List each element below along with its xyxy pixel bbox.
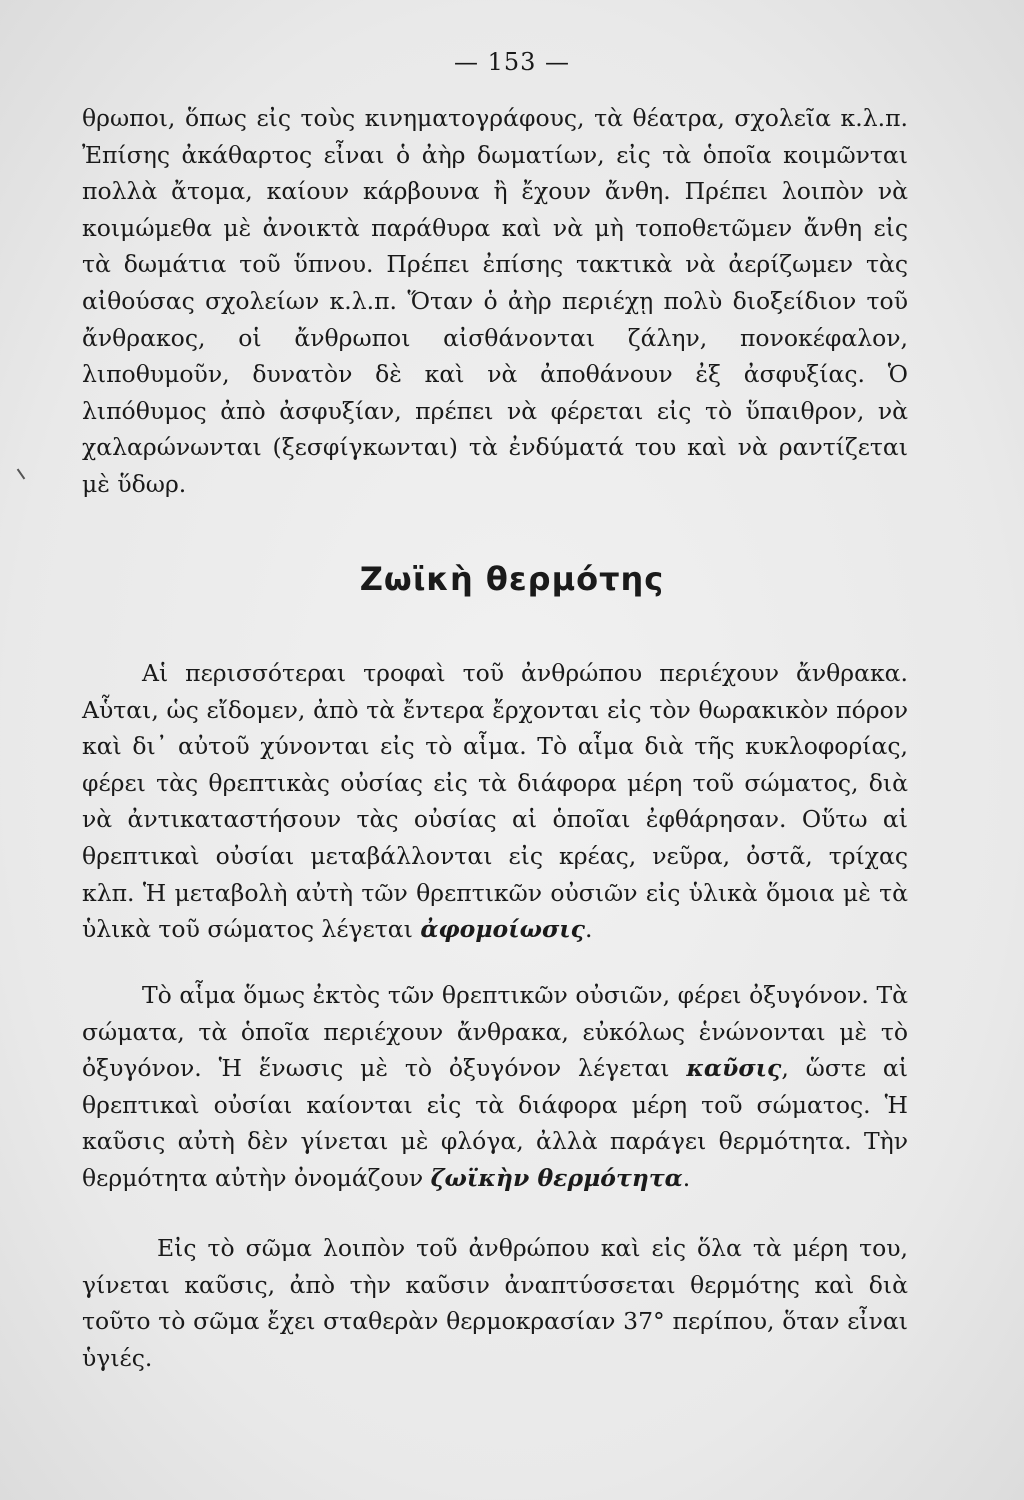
section-heading: Ζωϊκὴ θερμότης xyxy=(359,560,665,598)
term-assimilation: ἀφομοίωσις xyxy=(420,915,585,944)
paragraph-1: θρωποι, ὅπως εἰς τοὺς κινηματογράφους, τὰ θέατρα, σχολεῖα κ.λ.π. Ἐπίσης ἀκάθαρτος εἶναι ὁ ἀὴρ δωματίων, εἰς τὰ ὁποῖα κοιμῶνται πολλὰ ἄτομα, καίουν κάρβουνα ἢ ἔχουν ἄνθη. Πρέπει λοιπὸν νὰ κοιμώμεθα μὲ ἀνοικτὰ παράθυρα καὶ νὰ μὴ τοποθετῶμεν ἄνθη εἰς τὰ δωμάτια τοῦ ὕπνου. Πρέπει ἐπίσης τακτικὰ νὰ ἀερίζωμεν τὰς αἰθούσας σχολείων κ.λ.π. Ὅταν ὁ ἀὴρ περιέχῃ πολὺ διοξείδιον τοῦ ἄνθρακος, οἱ ἄνθρωποι αἰσθάνονται ζάλην, πονοκέφαλον, λιποθυμοῦν, δυνατὸν δὲ καὶ νὰ ἀποθάνουν ἐξ ἀσφυξίας. Ὁ λιπόθυμος ἀπὸ ἀσφυξίαν, πρέπει νὰ φέρεται εἰς τὸ ὕπαιθρον, νὰ χαλαρώνωνται (ξεσφίγκωνται) τὰ ἐνδύματά του καὶ νὰ ραντίζεται μὲ ὕδωρ. xyxy=(82,104,908,498)
term-animal-heat: ζωϊκὴν θερμότητα xyxy=(430,1163,683,1192)
paragraph-2-text: Αἱ περισσότεραι τροφαὶ τοῦ ἀνθρώπου περιέχουν ἄνθρακα. Αὗται, ὡς εἴδομεν, ἀπὸ τὰ ἔντερα ἔρχονται εἰς τὸν θωρακικὸν πόρον καὶ δι᾽ αὐτοῦ χύνονται εἰς τὸ αἷμα. Τὸ αἷμα διὰ τῆς κυκλοφορίας, φέρει τὰς θρεπτικὰς οὐσίας εἰς τὰ διάφορα μέρη τοῦ σώματος, διὰ νὰ ἀντικαταστήσουν τὰς οὐσίας αἱ ὁποῖαι ἐφθάρησαν. Οὕτω αἱ θρεπτικαὶ οὐσίαι μεταβάλλονται εἰς κρέας, νεῦρα, ὀστᾶ, τρίχας κλπ. Ἡ μεταβολὴ αὐτὴ τῶν θρεπτικῶν οὐσιῶν εἰς ὑλικὰ ὅμοια μὲ τὰ ὑλικὰ τοῦ σώματος λέγεται xyxy=(82,659,908,944)
page-number: — 153 — xyxy=(453,48,571,76)
paragraph-3 xyxy=(82,977,908,1197)
paragraph-3-text-a: Τὸ αἷμα ὅμως ἐκτὸς τῶν θρεπτικῶν οὐσιῶν, φέρει ὀξυγόνον. Τὰ σώματα, τὰ ὁποῖα περιέχουν ἄνθρακα, εὐκόλως ἑνώνονται μὲ τὸ ὀξυγόνον. Ἡ ἕνωσις μὲ τὸ ὀξυγόνον λέγεται xyxy=(82,981,908,1083)
margin-mark xyxy=(17,469,26,480)
paragraph-2-end: . xyxy=(584,915,593,944)
term-combustion: καῦσις xyxy=(686,1054,782,1083)
paragraph-3-text-b: , ὥστε αἱ θρεπτικαὶ οὐσίαι καίονται εἰς τὰ διάφορα μέρη τοῦ σώματος. Ἡ καῦσις αὐτὴ δὲν γίνεται μὲ φλόγα, ἀλλὰ παράγει θερμότητα. Τὴν θερμότητα αὐτὴν ὀνομάζουν xyxy=(82,1054,908,1192)
paragraph-3-end: . xyxy=(682,1163,691,1192)
paragraph-2 xyxy=(82,655,908,948)
paragraph-4: Εἰς τὸ σῶμα λοιπὸν τοῦ ἀνθρώπου καὶ εἰς ὅλα τὰ μέρη του, γίνεται καῦσις, ἀπὸ τὴν καῦσιν ἀναπτύσσεται θερμότης καὶ διὰ τοῦτο τὸ σῶμα ἔχει σταθερὰν θερμοκρασίαν 37° περίπου, ὅταν εἶναι ὑγιές. xyxy=(82,1234,908,1372)
